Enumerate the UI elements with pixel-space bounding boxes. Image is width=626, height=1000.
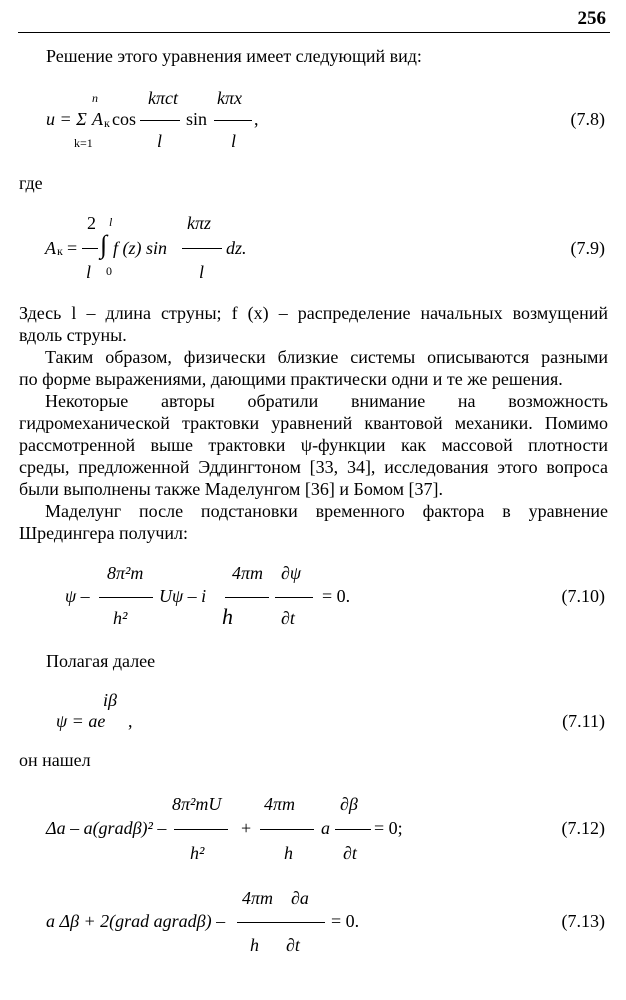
fraction-2-denominator: h xyxy=(284,843,293,863)
sin-function: sin xyxy=(186,109,208,129)
formula-tail: , xyxy=(254,109,259,129)
fraction-1-bar xyxy=(174,829,228,830)
differential: dz. xyxy=(226,238,247,258)
lhs-subscript: к xyxy=(57,244,63,258)
paragraph-line xyxy=(19,500,608,523)
paragraph-line xyxy=(19,390,608,413)
fraction-numerator: 4πm ∂a xyxy=(242,888,309,908)
fraction-numerator: kπz xyxy=(187,213,212,233)
formula-tail: = 0; xyxy=(374,818,403,838)
paragraph-line xyxy=(19,412,608,435)
equation-number-7-11: (7.11) xyxy=(562,711,605,731)
formula-lhs: u = Σ xyxy=(46,109,87,129)
paragraph-text: Таким образом, физически близкие системы описываются разными xyxy=(45,347,608,367)
equals-sign: = xyxy=(67,238,78,258)
a-factor: a xyxy=(321,818,330,838)
fraction-denominator: h ∂t xyxy=(250,935,300,955)
equation-number-7-12: (7.12) xyxy=(561,818,605,838)
fraction-1-denominator: h² xyxy=(113,608,128,628)
header-rule xyxy=(18,32,610,33)
paragraph-line xyxy=(19,434,608,457)
integrand: f (z) sin xyxy=(113,238,167,258)
integral-lower-limit: 0 xyxy=(106,264,112,278)
paragraph-text: среды, предложенной Эддингтоном [33, 34], исследования этого вопроса xyxy=(19,457,608,477)
paragraph-line xyxy=(19,522,608,545)
paragraph-text: рассмотренной выше трактовки ψ-функции как массовой плотности xyxy=(19,435,608,455)
equation-number-7-9: (7.9) xyxy=(570,238,605,258)
plus-sign: + xyxy=(241,818,252,838)
paragraph-line xyxy=(19,346,608,369)
paragraph-line xyxy=(19,302,608,325)
fraction-bar xyxy=(182,248,222,249)
equation-number-7-10: (7.10) xyxy=(561,586,605,606)
fraction-1-denominator: l xyxy=(157,131,163,151)
integral-upper-limit: l xyxy=(109,215,113,229)
where-word: где xyxy=(19,173,43,193)
fraction-bar xyxy=(237,922,325,923)
formula-tail: = 0. xyxy=(322,586,351,606)
formula-body: ψ = ae xyxy=(56,711,106,731)
intro-sentence: Решение этого уравнения имеет следующий вид: xyxy=(46,46,422,66)
sum-upper-limit: n xyxy=(92,91,98,105)
coefficient-numerator: 2 xyxy=(87,213,96,233)
fraction-3-numerator: ∂β xyxy=(340,794,358,814)
paragraph-text: были выполнены также Маделунгом [36] и Бомом [37]. xyxy=(19,479,443,499)
cos-function: cos xyxy=(112,109,136,129)
paragraph-line xyxy=(19,478,608,501)
paragraph-text: гидромеханической трактовки уравнений квантовой механики. Помимо xyxy=(19,413,608,433)
fraction-2-bar xyxy=(260,829,314,830)
paragraph-text: по форме выражениями, дающими практически одни и те же решения. xyxy=(19,369,563,389)
coefficient: A xyxy=(92,109,103,129)
fraction-3-bar xyxy=(275,597,313,598)
page-number: 256 xyxy=(577,8,606,29)
fraction-denominator: l xyxy=(199,262,205,282)
paragraph-line xyxy=(19,324,608,347)
fraction-3-bar xyxy=(335,829,371,830)
sum-lower-limit: k=1 xyxy=(74,136,93,150)
paragraph-text: вдоль струны. xyxy=(19,325,127,345)
paragraph-line xyxy=(19,368,608,391)
fraction-2-numerator: 4πm xyxy=(232,563,264,583)
fraction-1-bar xyxy=(99,597,153,598)
formula-tail: , xyxy=(128,711,133,731)
formula-lhs: Δa – a(gradβ)² – xyxy=(46,818,167,838)
paragraph-line xyxy=(19,456,608,479)
equation-number-7-13: (7.13) xyxy=(561,911,605,931)
formula-lhs: ψ – xyxy=(65,586,90,606)
fraction-2-denominator: h xyxy=(222,604,233,629)
fraction-1-numerator: 8π²mU xyxy=(172,794,222,814)
fraction-1-numerator: 8π²m xyxy=(107,563,144,583)
fraction-3-denominator: ∂t xyxy=(343,843,357,863)
coefficient-bar xyxy=(82,248,98,249)
coefficient-subscript: к xyxy=(104,116,110,130)
fraction-2-numerator: 4πm xyxy=(264,794,296,814)
found-text: он нашел xyxy=(19,750,91,770)
fraction-3-numerator: ∂ψ xyxy=(281,563,302,583)
coefficient-denominator: l xyxy=(86,262,92,282)
fraction-2-bar xyxy=(214,120,252,121)
fraction-1-denominator: h² xyxy=(190,843,205,863)
exponent: iβ xyxy=(103,690,117,710)
paragraph-text: Здесь l – длина струны; f (x) – распределение начальных возмущений xyxy=(19,303,608,323)
formula-lhs: A xyxy=(45,238,56,258)
fraction-1-bar xyxy=(140,120,180,121)
further-text: Полагая далее xyxy=(46,651,156,671)
paragraph-text: Некоторые авторы обратили внимание на возможность xyxy=(45,391,608,411)
fraction-1-numerator: kπct xyxy=(148,88,178,108)
fraction-2-numerator: kπx xyxy=(217,88,242,108)
paragraph-text: Маделунг после подстановки временного фактора в уравнение xyxy=(45,501,608,521)
fraction-2-bar xyxy=(225,597,269,598)
formula-middle: Uψ – i xyxy=(159,586,207,606)
integral-sign: ∫ xyxy=(100,230,108,259)
equation-number-7-8: (7.8) xyxy=(570,109,605,129)
fraction-2-denominator: l xyxy=(231,131,237,151)
paragraph-text: Шредингера получил: xyxy=(19,523,189,543)
fraction-3-denominator: ∂t xyxy=(281,608,295,628)
formula-lhs: a Δβ + 2(grad agradβ) – xyxy=(46,911,226,931)
formula-tail: = 0. xyxy=(331,911,360,931)
